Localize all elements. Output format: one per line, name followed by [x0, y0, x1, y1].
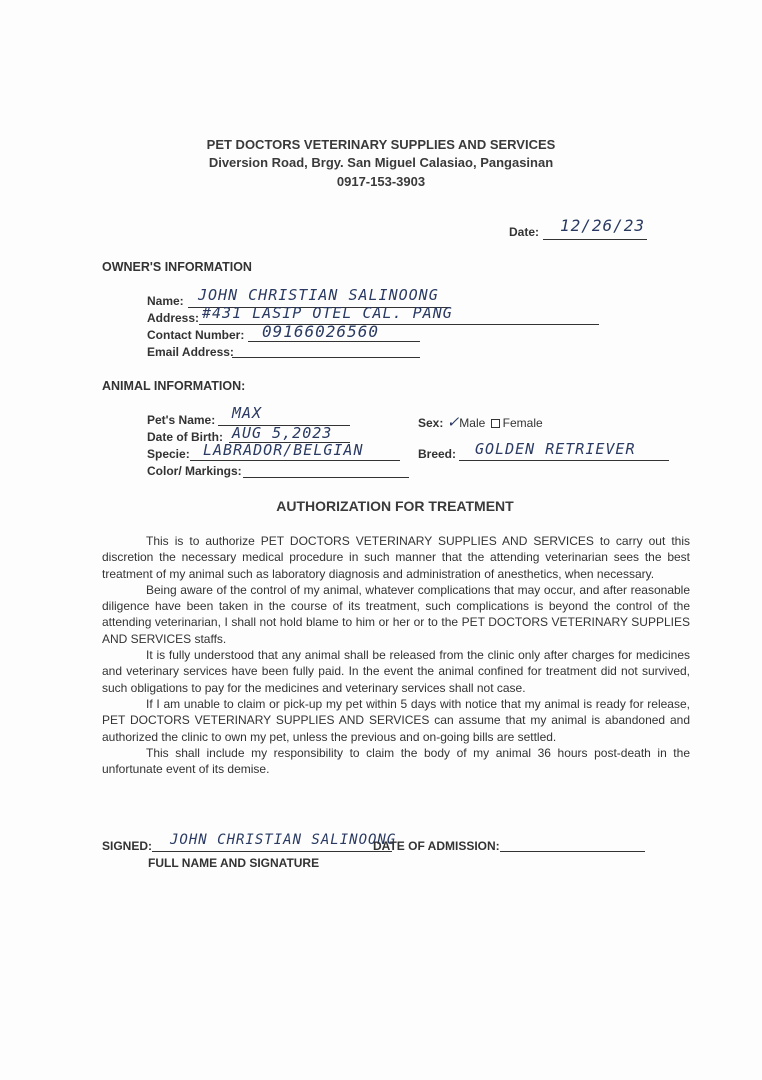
authorization-paragraph: If I am unable to claim or pick-up my pet within 5 days with notice that my animal is ready for release, PET DOCTORS VETERINARY SUPPLIES AND SERVICES can assume that my animal is abandoned and authorized the clinic to own my pet, unless the previous and on-going bills are settled. [102, 696, 690, 744]
company-phone: 0917-153-3903 [336, 174, 426, 189]
animal-section-title: ANIMAL INFORMATION: [102, 379, 246, 393]
owner-name-value[interactable]: JOHN CHRISTIAN SALINOONG [198, 286, 439, 304]
signed-value[interactable]: JOHN CHRISTIAN SALINOONG [170, 832, 397, 848]
breed-underline [459, 460, 669, 461]
date-label: Date: [509, 225, 540, 239]
sex-female-option[interactable]: Female [502, 416, 543, 430]
authorization-title: AUTHORIZATION FOR TREATMENT [276, 498, 514, 514]
checkbox-icon[interactable] [491, 419, 500, 428]
check-mark-icon[interactable]: ✓ [446, 414, 460, 431]
company-address: Diversion Road, Brgy. San Miguel Calasiao, Pangasinan [208, 155, 554, 170]
owner-address-underline [199, 324, 599, 325]
authorization-paragraph: It is fully understood that any animal shall be released from the clinic only after charges for medicines and veterinary services have been fully paid. In the event the animal confined for treatment did not survived, such obligations to pay for the medicines and veterinary services shall not case. [102, 648, 690, 695]
owner-name-label: Name: [147, 294, 184, 308]
owner-contact-underline [248, 341, 420, 342]
company-name: PET DOCTORS VETERINARY SUPPLIES AND SERVICES [206, 137, 556, 152]
breed-label: Breed: [418, 447, 457, 461]
dob-value[interactable]: AUG 5,2023 [232, 424, 333, 442]
signature-caption: FULL NAME AND SIGNATURE [148, 856, 320, 870]
admission-date-underline [500, 851, 645, 852]
pet-name-label: Pet's Name: [147, 413, 216, 427]
dob-label: Date of Birth: [147, 430, 223, 444]
owner-email-label: Email Address: [147, 345, 234, 359]
authorization-paragraph: This is to authorize PET DOCTORS VETERINARY SUPPLIES AND SERVICES to carry out this discretion the necessary medical procedure in such manner that the attending veterinarian sees the best treatment of my animal such as laboratory diagnosis and administration of anesthetics, when necessary. [102, 534, 690, 581]
specie-value[interactable]: LABRADOR/BELGIAN [203, 441, 364, 459]
owner-address-label: Address: [147, 311, 200, 325]
breed-value[interactable]: GOLDEN RETRIEVER [475, 440, 636, 458]
signed-label: SIGNED: [102, 839, 153, 853]
authorization-paragraph: This shall include my responsibility to claim the body of my animal 36 hours post-death in the unfortunate event of its demise. [102, 745, 690, 777]
owner-address-value[interactable]: #431 LASIP OTEL CAL. PANG [202, 304, 453, 322]
owner-email-underline [232, 357, 420, 358]
signed-underline [152, 851, 392, 852]
date-value[interactable]: 12/26/23 [560, 216, 646, 235]
sex-field [418, 413, 543, 431]
sex-male-option[interactable]: Male [459, 416, 486, 430]
owner-contact-label: Contact Number: [147, 328, 245, 342]
admission-date-label: DATE OF ADMISSION: [373, 839, 500, 853]
color-underline [243, 477, 409, 478]
owner-section-title: OWNER'S INFORMATION [102, 260, 252, 274]
color-label: Color/ Markings: [147, 464, 242, 478]
sex-label: Sex: [418, 416, 444, 430]
specie-label: Specie: [147, 447, 190, 461]
owner-contact-value[interactable]: 09166026560 [262, 322, 379, 341]
authorization-body [102, 533, 690, 777]
authorization-paragraph: Being aware of the control of my animal, whatever complications that may occur, and after reasonable diligence have been taken in the course of its treatment, such complications is beyond the control of the attending veterinarian, I shall not hold blame to him or her or to the PET DOCTORS VETERINARY SUPPLIES AND SERVICES staffs. [102, 582, 690, 646]
specie-underline [190, 460, 400, 461]
pet-name-value[interactable]: MAX [232, 404, 263, 422]
date-underline [543, 239, 647, 240]
